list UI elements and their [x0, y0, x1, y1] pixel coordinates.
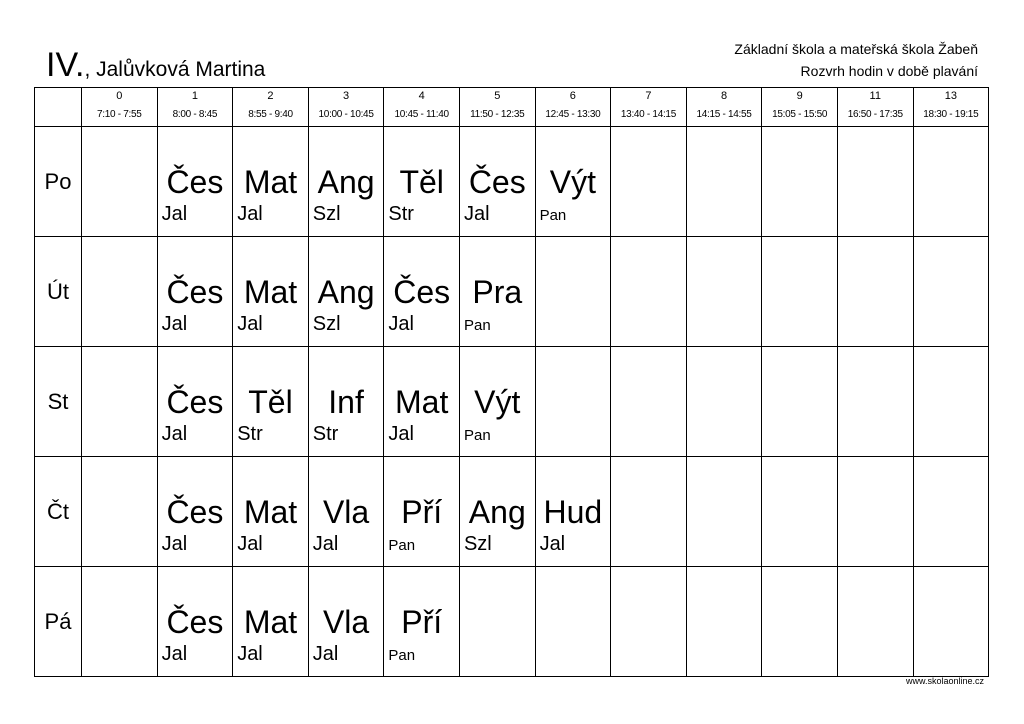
lesson-subject: Čes: [166, 164, 224, 200]
lesson-subject: Mat: [243, 274, 298, 310]
period-header: [308, 88, 384, 127]
lesson-subject: Mat: [243, 164, 298, 200]
empty-cell: [837, 237, 913, 347]
period-header: [611, 88, 687, 127]
empty-cell: [762, 567, 838, 677]
period-number: 2: [267, 90, 274, 102]
empty-cell: [913, 347, 989, 457]
period-number: 0: [116, 90, 123, 102]
lesson-teacher: Jal: [539, 533, 566, 555]
period-header: [459, 88, 535, 127]
lesson-cell: [308, 237, 384, 347]
lesson-cell: [308, 567, 384, 677]
lesson-cell: [535, 457, 611, 567]
empty-cell: [913, 457, 989, 567]
period-number: 4: [418, 90, 425, 102]
lesson-subject: Výt: [474, 384, 521, 420]
period-number: 9: [796, 90, 803, 102]
day-name: Po: [35, 127, 82, 237]
period-header: [837, 88, 913, 127]
lesson-subject: Těl: [248, 384, 293, 420]
lesson-cell: [308, 127, 384, 237]
lesson-teacher: Jal: [237, 533, 263, 555]
period-time: 11:50 - 12:35: [470, 109, 525, 120]
day-row: [35, 347, 989, 457]
lesson-cell: [459, 127, 535, 237]
lesson-subject: Mat: [395, 384, 449, 420]
period-number: 7: [645, 90, 652, 102]
period-number: 8: [720, 90, 728, 102]
empty-cell: [837, 567, 913, 677]
corner-cell: [35, 88, 82, 127]
period-time: 14:15 - 14:55: [696, 109, 752, 120]
empty-cell: [686, 347, 762, 457]
lesson-cell: [384, 457, 460, 567]
empty-cell: [913, 127, 989, 237]
lesson-subject: Vla: [322, 604, 370, 640]
period-number: 5: [494, 90, 501, 102]
empty-cell: [837, 457, 913, 567]
day-row: [35, 457, 989, 567]
lesson-teacher: Jal: [388, 313, 414, 335]
empty-cell: [459, 567, 535, 677]
lesson-subject: Ang: [317, 164, 375, 200]
day-name: St: [35, 347, 82, 457]
empty-cell: [535, 237, 611, 347]
empty-cell: [762, 127, 838, 237]
lesson-subject: Čes: [166, 274, 224, 310]
period-header: [686, 88, 762, 127]
lesson-subject: Inf: [328, 384, 364, 420]
lesson-subject: Pří: [401, 604, 443, 640]
day-row: [35, 127, 989, 237]
empty-cell: [611, 457, 687, 567]
lesson-subject: Ang: [317, 274, 375, 310]
empty-cell: [762, 457, 838, 567]
period-time: 8:55 - 9:40: [248, 109, 293, 120]
lesson-cell: [384, 567, 460, 677]
period-header: [82, 88, 158, 127]
lesson-subject: Čes: [166, 384, 224, 420]
timetable: [34, 87, 989, 677]
period-header: [384, 88, 460, 127]
lesson-teacher: Jal: [161, 533, 188, 555]
lesson-cell: [384, 237, 460, 347]
period-header: [762, 88, 838, 127]
day-row: [35, 567, 989, 677]
lesson-cell: [157, 347, 233, 457]
lesson-cell: [233, 237, 309, 347]
day-row: [35, 237, 989, 347]
period-number: 11: [869, 90, 881, 102]
lesson-cell: [459, 347, 535, 457]
empty-cell: [82, 127, 158, 237]
school-info: [734, 38, 978, 82]
lesson-teacher: Jal: [388, 423, 414, 445]
empty-cell: [762, 347, 838, 457]
lesson-teacher: Jal: [161, 643, 188, 665]
empty-cell: [82, 237, 158, 347]
period-time: 15:05 - 15:50: [772, 109, 828, 120]
lesson-teacher: Szl: [312, 203, 341, 225]
empty-cell: [82, 457, 158, 567]
period-number: 1: [191, 90, 198, 102]
period-header: [157, 88, 233, 127]
period-number: 3: [343, 90, 350, 102]
lesson-cell: [535, 127, 611, 237]
period-time: 8:00 - 8:45: [172, 109, 218, 120]
empty-cell: [611, 347, 687, 457]
period-time: 16:50 - 17:35: [847, 109, 903, 120]
lesson-cell: [157, 457, 233, 567]
empty-cell: [837, 347, 913, 457]
empty-cell: [686, 457, 762, 567]
lesson-cell: [157, 127, 233, 237]
lesson-subject: Těl: [399, 164, 444, 200]
period-time: 13:40 - 14:15: [620, 109, 676, 120]
lesson-cell: [308, 457, 384, 567]
period-time: 18:30 - 19:15: [923, 109, 979, 120]
lesson-subject: Čes: [393, 274, 451, 310]
lesson-subject: Pří: [401, 494, 443, 530]
empty-cell: [535, 567, 611, 677]
empty-cell: [762, 237, 838, 347]
school-name: Základní škola a mateřská škola Žabeň: [734, 41, 978, 57]
lesson-teacher: Jal: [237, 313, 263, 335]
lesson-subject: Výt: [549, 164, 596, 200]
lesson-teacher: Jal: [312, 643, 339, 665]
period-time: 7:10 - 7:55: [97, 109, 142, 120]
lesson-subject: Ang: [468, 494, 526, 530]
teacher-name: , Jalůvková Martina: [84, 58, 266, 81]
lesson-teacher: Pan: [463, 427, 491, 444]
empty-cell: [611, 127, 687, 237]
lesson-teacher: Pan: [463, 317, 491, 334]
lesson-cell: [157, 567, 233, 677]
lesson-teacher: Jal: [237, 643, 263, 665]
period-number: 6: [569, 90, 576, 102]
lesson-subject: Vla: [322, 494, 370, 530]
day-name: Út: [35, 237, 82, 347]
empty-cell: [837, 127, 913, 237]
empty-cell: [686, 237, 762, 347]
empty-cell: [611, 237, 687, 347]
period-header: [535, 88, 611, 127]
lesson-teacher: Szl: [463, 533, 492, 555]
lesson-teacher: Pan: [539, 207, 567, 224]
lesson-cell: [233, 567, 309, 677]
period-time: 10:45 - 11:40: [394, 109, 449, 120]
lesson-teacher: Jal: [463, 203, 490, 225]
lesson-teacher: Jal: [161, 203, 188, 225]
lesson-cell: [233, 347, 309, 457]
lesson-cell: [459, 457, 535, 567]
lesson-subject: Čes: [468, 164, 526, 200]
lesson-teacher: Jal: [161, 313, 188, 335]
empty-cell: [686, 567, 762, 677]
lesson-teacher: Str: [312, 423, 339, 445]
lesson-teacher: Jal: [237, 203, 263, 225]
lesson-cell: [308, 347, 384, 457]
empty-cell: [82, 347, 158, 457]
day-name: Čt: [35, 457, 82, 567]
period-number: 13: [944, 90, 957, 102]
lesson-cell: [233, 127, 309, 237]
lesson-subject: Čes: [166, 494, 224, 530]
empty-cell: [82, 567, 158, 677]
lesson-teacher: Jal: [161, 423, 188, 445]
lesson-subject: Mat: [243, 494, 298, 530]
lesson-cell: [384, 347, 460, 457]
lesson-subject: Pra: [472, 274, 523, 310]
lesson-teacher: Pan: [388, 647, 416, 664]
lesson-cell: [384, 127, 460, 237]
period-time: 10:00 - 10:45: [318, 109, 374, 120]
footer-url[interactable]: www.skolaonline.cz: [905, 676, 984, 686]
lesson-teacher: Jal: [312, 533, 339, 555]
lesson-cell: [157, 237, 233, 347]
empty-cell: [611, 567, 687, 677]
period-time: 12:45 - 13:30: [545, 109, 601, 120]
period-header: [913, 88, 989, 127]
lesson-cell: [233, 457, 309, 567]
period-header: [233, 88, 309, 127]
page-title: [46, 46, 265, 85]
empty-cell: [913, 567, 989, 677]
lesson-subject: Mat: [243, 604, 298, 640]
class-name: IV.: [46, 46, 85, 84]
lesson-teacher: Pan: [388, 537, 416, 554]
lesson-cell: [459, 237, 535, 347]
empty-cell: [535, 347, 611, 457]
lesson-subject: Hud: [543, 494, 603, 530]
schedule-subtitle: Rozvrh hodin v době plavání: [800, 63, 978, 79]
period-header-row: [35, 88, 989, 127]
empty-cell: [913, 237, 989, 347]
empty-cell: [686, 127, 762, 237]
day-name: Pá: [35, 567, 82, 677]
lesson-teacher: Str: [388, 203, 414, 225]
lesson-subject: Čes: [166, 604, 224, 640]
lesson-teacher: Str: [237, 423, 263, 445]
lesson-teacher: Szl: [312, 313, 341, 335]
